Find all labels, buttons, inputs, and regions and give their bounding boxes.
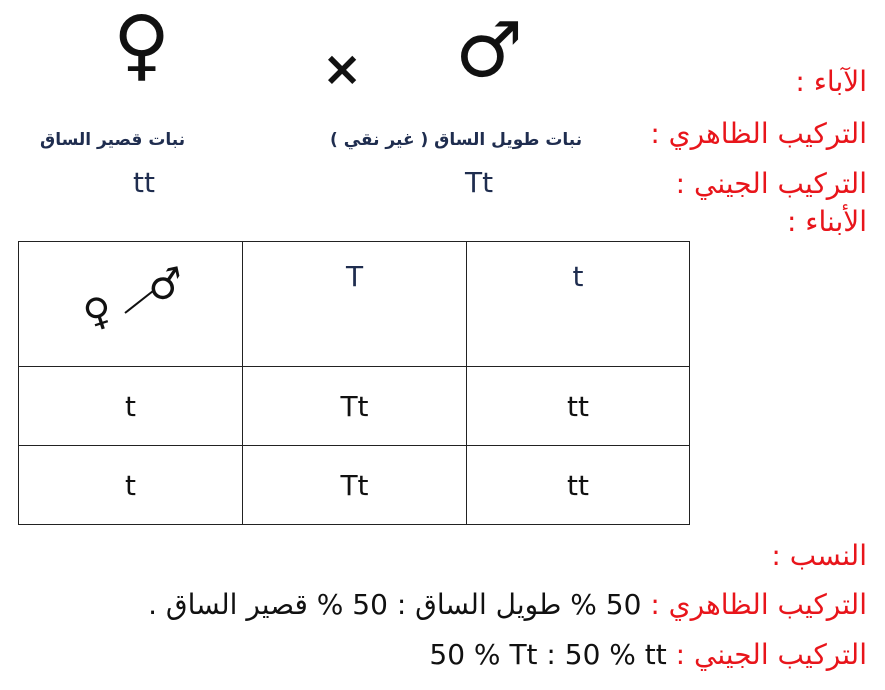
female-symbol-icon: ♀ (113, 0, 171, 90)
punnett-header-row (19, 242, 690, 367)
genotype-label: التركيب الجيني : (675, 167, 867, 200)
phenotype-ratio-value: 50 % طويل الساق : 50 % قصير الساق . (148, 588, 642, 621)
ratios-label: النسب : (771, 539, 867, 572)
male-gamete-t: t (467, 242, 690, 367)
gamete-corner-symbols (41, 261, 221, 341)
female-gamete: t (19, 446, 243, 525)
punnett-corner (19, 242, 243, 367)
genotype-ratio-value: 50 % Tt : 50 % tt (429, 638, 667, 671)
genotype-ratio-line (429, 638, 867, 671)
male-phenotype: نبات طويل الساق ( غير نقي ) (330, 130, 583, 150)
cross-icon: × (322, 41, 363, 97)
parents-label: الآباء : (795, 65, 867, 98)
punnett-square (18, 241, 690, 525)
male-gamete-icon: ♂ (142, 260, 188, 311)
male-symbol-icon: ♂ (455, 5, 524, 94)
female-gamete-icon: ♀ (77, 286, 118, 337)
offspring-cell: Tt (243, 367, 467, 446)
offspring-cell: tt (467, 367, 690, 446)
punnett-row (19, 367, 690, 446)
female-gamete: t (19, 367, 243, 446)
genotype-ratio-label: التركيب الجيني : (675, 638, 867, 671)
punnett-row (19, 446, 690, 525)
offspring-cell: tt (467, 446, 690, 525)
phenotype-label: التركيب الظاهري : (650, 117, 867, 150)
male-genotype: Tt (465, 166, 494, 199)
female-genotype: tt (133, 166, 155, 199)
female-phenotype: نبات قصير الساق (40, 130, 186, 150)
phenotype-ratio-line (148, 588, 867, 621)
phenotype-ratio-label: التركيب الظاهري : (650, 588, 867, 621)
offspring-label: الأبناء : (786, 205, 867, 238)
male-gamete-T: T (243, 242, 467, 367)
offspring-cell: Tt (243, 446, 467, 525)
